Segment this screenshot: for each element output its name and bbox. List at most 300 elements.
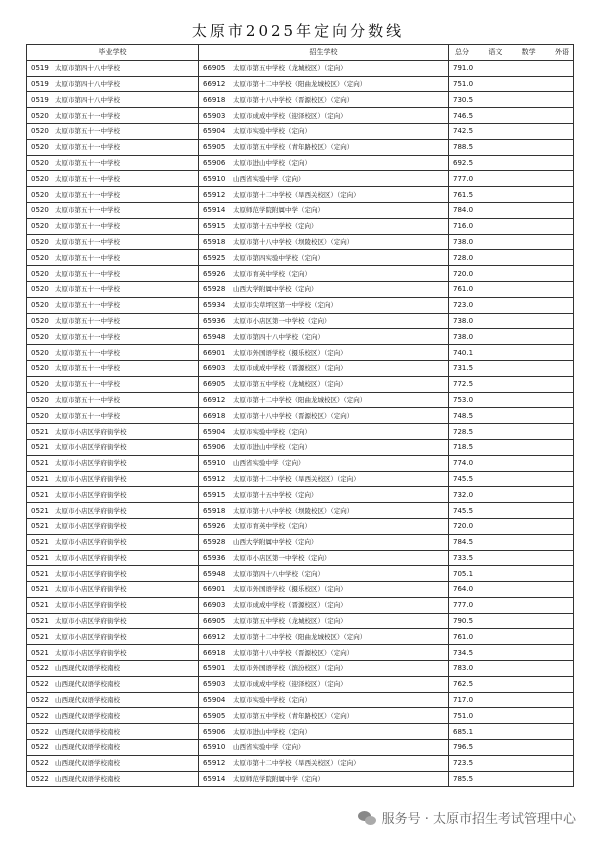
total-score-cell: 762.5: [449, 676, 574, 692]
graduate-school-name: 山西现代双语学校南校: [55, 743, 120, 752]
enroll-school-name: 太原市进山中学校（定向）: [233, 158, 311, 167]
enroll-school-code: 66912: [203, 79, 226, 88]
graduate-school-cell: [27, 471, 199, 487]
graduate-school-name: 山西现代双语学校南校: [55, 727, 120, 736]
enroll-school-code: 66901: [203, 585, 226, 594]
graduate-school-code: 0520: [31, 411, 49, 420]
enroll-school-name: 太原市第五中学校（龙城校区）（定向）: [233, 380, 347, 389]
graduate-school-name: 太原市第五十一中学校: [55, 222, 120, 231]
enroll-school-code: 65936: [203, 553, 226, 562]
enroll-school-code: 65910: [203, 743, 226, 752]
enroll-school-code: 66918: [203, 648, 226, 657]
table-row: [27, 692, 574, 708]
table-row: [27, 566, 574, 582]
graduate-school-cell: [27, 503, 199, 519]
enroll-school-code: 65928: [203, 538, 226, 547]
graduate-school-name: 太原市第五十一中学校: [55, 111, 120, 120]
enroll-school-cell: [199, 218, 449, 234]
enroll-school-name: 太原市第十五中学校（定向）: [233, 490, 318, 499]
graduate-school-name: 太原市第五十一中学校: [55, 190, 120, 199]
total-score-cell: 685.1: [449, 724, 574, 740]
total-score-cell: 730.5: [449, 92, 574, 108]
graduate-school-code: 0521: [31, 459, 49, 468]
total-score-cell: 788.5: [449, 139, 574, 155]
enroll-school-name: 太原市外国语学校（摄乐校区）（定向）: [233, 585, 347, 594]
enroll-school-cell: [199, 645, 449, 661]
graduate-school-name: 山西现代双语学校南校: [55, 775, 120, 784]
enroll-school-code: 65906: [203, 158, 226, 167]
graduate-school-cell: [27, 139, 199, 155]
table-row: [27, 408, 574, 424]
graduate-school-cell: [27, 740, 199, 756]
enroll-school-name: 太原市第十二中学校（旱西关校区）（定向）: [233, 190, 360, 199]
graduate-school-cell: [27, 424, 199, 440]
enroll-school-cell: [199, 297, 449, 313]
total-score-cell: 716.0: [449, 218, 574, 234]
enroll-school-cell: [199, 345, 449, 361]
enroll-school-name: 太原市第十二中学校（旱西关校区）（定向）: [233, 759, 360, 768]
graduate-school-code: 0522: [31, 759, 49, 768]
graduate-school-code: 0522: [31, 696, 49, 705]
total-score-cell: 740.1: [449, 345, 574, 361]
enroll-school-cell: [199, 771, 449, 787]
graduate-school-cell: [27, 676, 199, 692]
total-score-cell: 732.0: [449, 487, 574, 503]
total-score-cell: 761.0: [449, 281, 574, 297]
graduate-school-name: 太原市第五十一中学校: [55, 206, 120, 215]
enroll-school-cell: [199, 487, 449, 503]
total-score-cell: 761.5: [449, 187, 574, 203]
table-row: [27, 345, 574, 361]
enroll-school-name: 太原市第十二中学校（阳曲龙城校区）（定向）: [233, 632, 367, 641]
graduate-school-code: 0520: [31, 174, 49, 183]
graduate-school-name: 山西现代双语学校南校: [55, 696, 120, 705]
enroll-school-code: 65918: [203, 506, 226, 515]
graduate-school-name: 太原市第五十一中学校: [55, 395, 120, 404]
enroll-school-code: 65901: [203, 664, 226, 673]
total-score-cell: 751.0: [449, 76, 574, 92]
total-score-cell: 785.5: [449, 771, 574, 787]
graduate-school-code: 0520: [31, 222, 49, 231]
graduate-school-code: 0519: [31, 79, 49, 88]
graduate-school-cell: [27, 629, 199, 645]
total-score-cell: 784.5: [449, 534, 574, 550]
enroll-school-cell: [199, 281, 449, 297]
enroll-school-name: 太原市第四实验中学校（定向）: [233, 253, 324, 262]
table-row: [27, 471, 574, 487]
graduate-school-code: 0520: [31, 190, 49, 199]
enroll-school-code: 65914: [203, 775, 226, 784]
enroll-school-code: 66905: [203, 380, 226, 389]
score-table: [26, 44, 574, 787]
graduate-school-code: 0521: [31, 585, 49, 594]
graduate-school-name: 山西现代双语学校南校: [55, 680, 120, 689]
graduate-school-cell: [27, 360, 199, 376]
graduate-school-cell: [27, 708, 199, 724]
table-row: [27, 661, 574, 677]
enroll-school-name: 太原市实验中学校（定向）: [233, 696, 311, 705]
graduate-school-name: 太原市小店区学府街学校: [55, 474, 127, 483]
enroll-school-code: 66918: [203, 95, 226, 104]
graduate-school-code: 0522: [31, 775, 49, 784]
graduate-school-code: 0521: [31, 601, 49, 610]
graduate-school-name: 山西现代双语学校南校: [55, 711, 120, 720]
enroll-school-cell: [199, 692, 449, 708]
enroll-school-cell: [199, 708, 449, 724]
enroll-school-code: 66903: [203, 601, 226, 610]
enroll-school-code: 65910: [203, 459, 226, 468]
enroll-school-code: 66901: [203, 348, 226, 357]
graduate-school-cell: [27, 329, 199, 345]
graduate-school-cell: [27, 455, 199, 471]
graduate-school-code: 0522: [31, 664, 49, 673]
enroll-school-cell: [199, 139, 449, 155]
enroll-school-name: 太原市实验中学校（定向）: [233, 427, 311, 436]
graduate-school-code: 0520: [31, 269, 49, 278]
header-english: 外语: [554, 48, 569, 57]
table-row: [27, 92, 574, 108]
enroll-school-code: 65912: [203, 190, 226, 199]
total-score-cell: 777.0: [449, 171, 574, 187]
footer-text: 服务号 · 太原市招生考试管理中心: [381, 812, 576, 827]
enroll-school-code: 65918: [203, 237, 226, 246]
enroll-school-code: 65934: [203, 301, 226, 310]
graduate-school-code: 0521: [31, 632, 49, 641]
graduate-school-code: 0520: [31, 253, 49, 262]
enroll-school-cell: [199, 329, 449, 345]
total-score-cell: 692.5: [449, 155, 574, 171]
enroll-school-cell: [199, 234, 449, 250]
enroll-school-code: 65926: [203, 522, 226, 531]
enroll-school-cell: [199, 740, 449, 756]
enroll-school-name: 太原市小店区第一中学校（定向）: [233, 316, 331, 325]
enroll-school-cell: [199, 518, 449, 534]
table-row: [27, 708, 574, 724]
enroll-school-cell: [199, 360, 449, 376]
total-score-cell: 746.5: [449, 108, 574, 124]
enroll-school-name: 太原市第十五中学校（定向）: [233, 222, 318, 231]
enroll-school-name: 太原市成成中学校（迎泽校区）（定向）: [233, 680, 347, 689]
enroll-school-code: 65910: [203, 174, 226, 183]
enroll-school-code: 65926: [203, 269, 226, 278]
enroll-school-cell: [199, 534, 449, 550]
enroll-school-code: 65912: [203, 474, 226, 483]
table-row: [27, 266, 574, 282]
graduate-school-cell: [27, 613, 199, 629]
graduate-school-name: 太原市第五十一中学校: [55, 127, 120, 136]
table-header-row: [27, 45, 574, 61]
graduate-school-name: 太原市小店区学府街学校: [55, 553, 127, 562]
enroll-school-name: 山西大学附属中学校（定向）: [233, 285, 318, 294]
footer: [358, 808, 576, 827]
header-total: 总分: [455, 48, 469, 57]
graduate-school-cell: [27, 60, 199, 76]
table-row: [27, 297, 574, 313]
graduate-school-code: 0520: [31, 364, 49, 373]
enroll-school-code: 65915: [203, 222, 226, 231]
enroll-school-cell: [199, 439, 449, 455]
enroll-school-code: 65904: [203, 427, 226, 436]
total-score-cell: 720.0: [449, 266, 574, 282]
table-row: [27, 202, 574, 218]
total-score-cell: 777.0: [449, 597, 574, 613]
enroll-school-cell: [199, 471, 449, 487]
header-math: 数学: [521, 48, 536, 57]
total-score-cell: 748.5: [449, 408, 574, 424]
graduate-school-cell: [27, 534, 199, 550]
total-score-cell: 783.0: [449, 661, 574, 677]
table-row: [27, 755, 574, 771]
enroll-school-name: 太原市尖草坪区第一中学校（定向）: [233, 301, 337, 310]
enroll-school-cell: [199, 724, 449, 740]
graduate-school-code: 0520: [31, 206, 49, 215]
table-row: [27, 218, 574, 234]
enroll-school-code: 65912: [203, 759, 226, 768]
graduate-school-cell: [27, 755, 199, 771]
enroll-school-cell: [199, 171, 449, 187]
graduate-school-code: 0522: [31, 727, 49, 736]
header-enroll-school: 招生学校: [199, 45, 449, 61]
enroll-school-name: 太原市第四十八中学校（定向）: [233, 332, 324, 341]
enroll-school-code: 65928: [203, 285, 226, 294]
graduate-school-name: 太原市第五十一中学校: [55, 253, 120, 262]
table-row: [27, 645, 574, 661]
table-row: [27, 376, 574, 392]
enroll-school-code: 65948: [203, 332, 226, 341]
enroll-school-name: 太原市第十八中学校（晋源校区）（定向）: [233, 648, 354, 657]
enroll-school-name: 太原市实验中学校（定向）: [233, 127, 311, 136]
enroll-school-cell: [199, 376, 449, 392]
enroll-school-cell: [199, 613, 449, 629]
table-row: [27, 76, 574, 92]
total-score-cell: 734.5: [449, 645, 574, 661]
graduate-school-name: 太原市第四十八中学校: [55, 79, 120, 88]
table-row: [27, 740, 574, 756]
graduate-school-cell: [27, 487, 199, 503]
graduate-school-name: 太原市小店区学府街学校: [55, 569, 127, 578]
total-score-cell: 738.0: [449, 313, 574, 329]
enroll-school-code: 66905: [203, 64, 226, 73]
enroll-school-name: 山西省实验中学（定向）: [233, 743, 305, 752]
graduate-school-cell: [27, 234, 199, 250]
table-row: [27, 155, 574, 171]
enroll-school-code: 66912: [203, 395, 226, 404]
total-score-cell: 718.5: [449, 439, 574, 455]
graduate-school-code: 0520: [31, 158, 49, 167]
table-row: [27, 455, 574, 471]
total-score-cell: 791.0: [449, 60, 574, 76]
table-row: [27, 234, 574, 250]
enroll-school-name: 太原市第十八中学校（坝陵校区）（定向）: [233, 506, 354, 515]
graduate-school-code: 0521: [31, 538, 49, 547]
enroll-school-code: 66912: [203, 632, 226, 641]
total-score-cell: 717.0: [449, 692, 574, 708]
table-row: [27, 392, 574, 408]
graduate-school-cell: [27, 661, 199, 677]
graduate-school-name: 太原市第五十一中学校: [55, 174, 120, 183]
graduate-school-name: 太原市第五十一中学校: [55, 143, 120, 152]
enroll-school-code: 65905: [203, 711, 226, 720]
graduate-school-code: 0521: [31, 569, 49, 578]
graduate-school-code: 0520: [31, 127, 49, 136]
enroll-school-name: 太原市成成中学校（迎泽校区）（定向）: [233, 111, 347, 120]
graduate-school-code: 0521: [31, 648, 49, 657]
enroll-school-code: 66903: [203, 364, 226, 373]
total-score-cell: 790.5: [449, 613, 574, 629]
graduate-school-cell: [27, 297, 199, 313]
graduate-school-name: 太原市小店区学府街学校: [55, 538, 127, 547]
enroll-school-cell: [199, 550, 449, 566]
wechat-icon: [358, 810, 378, 826]
graduate-school-name: 太原市小店区学府街学校: [55, 617, 127, 626]
table-row: [27, 771, 574, 787]
graduate-school-name: 山西现代双语学校南校: [55, 664, 120, 673]
graduate-school-cell: [27, 266, 199, 282]
enroll-school-code: 65925: [203, 253, 226, 262]
graduate-school-name: 太原市第五十一中学校: [55, 285, 120, 294]
table-row: [27, 487, 574, 503]
table-row: [27, 139, 574, 155]
enroll-school-code: 65914: [203, 206, 226, 215]
enroll-school-name: 太原市外国语学校（滨汾校区）（定向）: [233, 664, 347, 673]
graduate-school-name: 太原市第五十一中学校: [55, 158, 120, 167]
table-row: [27, 439, 574, 455]
graduate-school-code: 0520: [31, 143, 49, 152]
total-score-cell: 796.5: [449, 740, 574, 756]
table-row: [27, 518, 574, 534]
table-row: [27, 360, 574, 376]
total-score-cell: 723.0: [449, 297, 574, 313]
enroll-school-cell: [199, 76, 449, 92]
graduate-school-code: 0521: [31, 443, 49, 452]
enroll-school-name: 太原市第十八中学校（晋源校区）（定向）: [233, 95, 354, 104]
graduate-school-name: 太原市第五十一中学校: [55, 237, 120, 246]
graduate-school-code: 0521: [31, 522, 49, 531]
enroll-school-name: 太原市第十二中学校（阳曲龙城校区）（定向）: [233, 79, 367, 88]
total-score-cell: 745.5: [449, 503, 574, 519]
graduate-school-cell: [27, 313, 199, 329]
enroll-school-cell: [199, 597, 449, 613]
enroll-school-name: 太原市第十二中学校（阳曲龙城校区）（定向）: [233, 395, 367, 404]
header-chinese: 语文: [488, 48, 503, 57]
graduate-school-cell: [27, 566, 199, 582]
graduate-school-cell: [27, 76, 199, 92]
table-row: [27, 171, 574, 187]
graduate-school-cell: [27, 218, 199, 234]
graduate-school-cell: [27, 155, 199, 171]
table-row: [27, 250, 574, 266]
enroll-school-cell: [199, 123, 449, 139]
graduate-school-name: 太原市第五十一中学校: [55, 364, 120, 373]
total-score-cell: 728.5: [449, 424, 574, 440]
graduate-school-cell: [27, 250, 199, 266]
enroll-school-cell: [199, 755, 449, 771]
graduate-school-name: 太原市小店区学府街学校: [55, 427, 127, 436]
enroll-school-cell: [199, 155, 449, 171]
graduate-school-code: 0522: [31, 743, 49, 752]
enroll-school-cell: [199, 503, 449, 519]
table-row: [27, 550, 574, 566]
graduate-school-cell: [27, 518, 199, 534]
enroll-school-name: 太原市第五中学校（青年路校区）（定向）: [233, 143, 354, 152]
graduate-school-code: 0520: [31, 395, 49, 404]
enroll-school-cell: [199, 392, 449, 408]
page-title: 太原市2025年定向分数线: [191, 22, 405, 40]
enroll-school-name: 山西大学附属中学校（定向）: [233, 538, 318, 547]
graduate-school-cell: [27, 582, 199, 598]
enroll-school-name: 太原市第十二中学校（旱西关校区）（定向）: [233, 474, 360, 483]
enroll-school-cell: [199, 582, 449, 598]
graduate-school-name: 太原市第五十一中学校: [55, 380, 120, 389]
enroll-school-code: 65904: [203, 696, 226, 705]
graduate-school-name: 山西现代双语学校南校: [55, 759, 120, 768]
enroll-school-cell: [199, 661, 449, 677]
graduate-school-code: 0521: [31, 506, 49, 515]
graduate-school-name: 太原市小店区学府街学校: [55, 506, 127, 515]
graduate-school-code: 0520: [31, 237, 49, 246]
total-score-cell: 705.1: [449, 566, 574, 582]
graduate-school-cell: [27, 439, 199, 455]
graduate-school-cell: [27, 376, 199, 392]
total-score-cell: 761.0: [449, 629, 574, 645]
enroll-school-name: 太原师范学院附属中学（定向）: [233, 206, 324, 215]
enroll-school-name: 太原市第四十八中学校（定向）: [233, 569, 324, 578]
enroll-school-cell: [199, 408, 449, 424]
table-row: [27, 503, 574, 519]
enroll-school-name: 太原市第五中学校（龙城校区）（定向）: [233, 64, 347, 73]
graduate-school-name: 太原市第四十八中学校: [55, 64, 120, 73]
table-row: [27, 724, 574, 740]
graduate-school-cell: [27, 645, 199, 661]
graduate-school-name: 太原市小店区学府街学校: [55, 522, 127, 531]
graduate-school-name: 太原市小店区学府街学校: [55, 648, 127, 657]
graduate-school-cell: [27, 171, 199, 187]
total-score-cell: 723.5: [449, 755, 574, 771]
total-score-cell: 772.5: [449, 376, 574, 392]
table-row: [27, 108, 574, 124]
graduate-school-code: 0520: [31, 380, 49, 389]
total-score-cell: 764.0: [449, 582, 574, 598]
graduate-school-cell: [27, 408, 199, 424]
graduate-school-name: 太原市小店区学府街学校: [55, 601, 127, 610]
graduate-school-cell: [27, 597, 199, 613]
enroll-school-name: 太原市第十八中学校（晋源校区）（定向）: [233, 411, 354, 420]
graduate-school-name: 太原市小店区学府街学校: [55, 459, 127, 468]
graduate-school-code: 0521: [31, 427, 49, 436]
table-row: [27, 629, 574, 645]
graduate-school-cell: [27, 724, 199, 740]
total-score-cell: 751.0: [449, 708, 574, 724]
enroll-school-code: 65904: [203, 127, 226, 136]
enroll-school-code: 65906: [203, 727, 226, 736]
total-score-cell: 742.5: [449, 123, 574, 139]
enroll-school-cell: [199, 92, 449, 108]
enroll-school-name: 山西省实验中学（定向）: [233, 174, 305, 183]
total-score-cell: 774.0: [449, 455, 574, 471]
table-row: [27, 329, 574, 345]
enroll-school-cell: [199, 566, 449, 582]
enroll-school-cell: [199, 455, 449, 471]
enroll-school-code: 65903: [203, 680, 226, 689]
table-row: [27, 313, 574, 329]
graduate-school-code: 0520: [31, 301, 49, 310]
total-score-cell: 738.0: [449, 234, 574, 250]
graduate-school-cell: [27, 281, 199, 297]
graduate-school-code: 0521: [31, 553, 49, 562]
graduate-school-code: 0522: [31, 711, 49, 720]
graduate-school-cell: [27, 187, 199, 203]
graduate-school-name: 太原市小店区学府街学校: [55, 490, 127, 499]
